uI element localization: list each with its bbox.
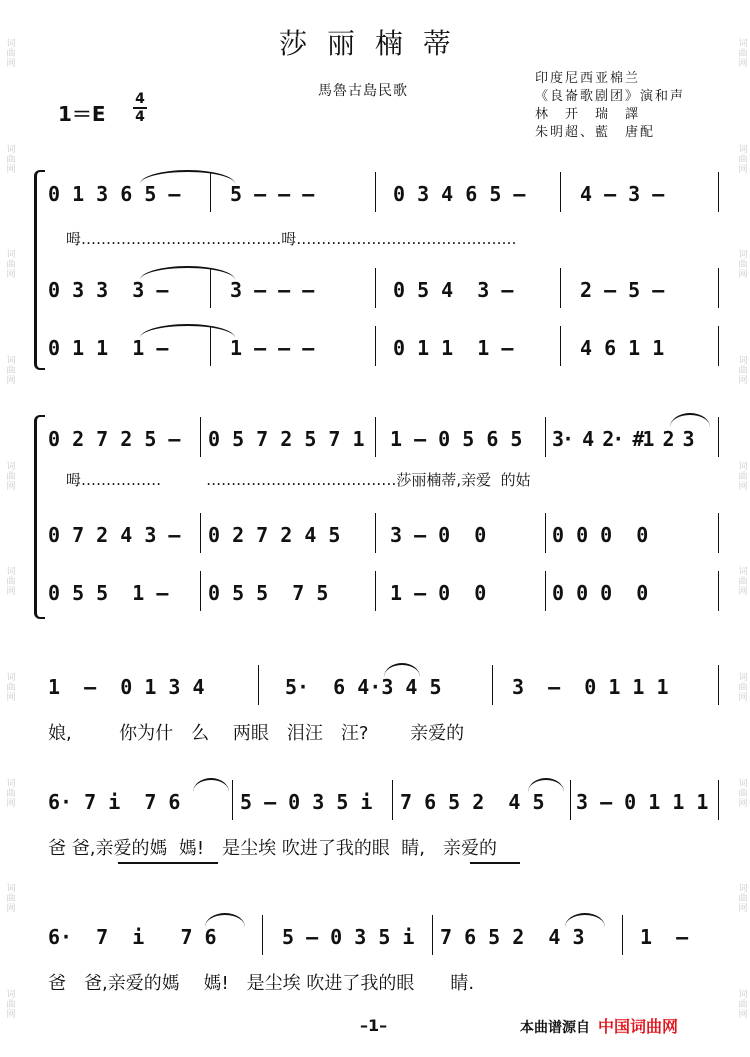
lyrics-line: 爸 爸,亲爱的媽 媽! 是尘埃 吹进了我的眼 睛, 亲爱的 bbox=[48, 838, 497, 859]
measure-notes: 0 2 7 2 5 – bbox=[48, 427, 181, 451]
barline bbox=[432, 915, 433, 955]
measure-notes: 6· 7 i 7 6 bbox=[48, 790, 181, 814]
barline bbox=[232, 780, 233, 820]
measure-notes: 7 6 5 2 4 5 bbox=[400, 790, 545, 814]
measure-notes: 3 – 0 0 bbox=[390, 523, 487, 547]
measure-notes: 1 – 0 0 bbox=[390, 581, 487, 605]
barline bbox=[375, 268, 376, 308]
score-system-5 bbox=[0, 915, 750, 1010]
barline bbox=[560, 326, 561, 366]
barline bbox=[718, 417, 719, 457]
barline bbox=[560, 268, 561, 308]
measure-notes: 2 – 5 – bbox=[580, 278, 665, 302]
lyric-underline bbox=[470, 862, 520, 864]
measure-notes: 6· 7 i 7 6 bbox=[48, 925, 217, 949]
barline bbox=[718, 326, 719, 366]
measure-notes: 0 0 0 0 bbox=[552, 581, 649, 605]
time-sig-bottom: 4 bbox=[135, 109, 145, 125]
measure-notes: 0 2 7 2 4 5 bbox=[208, 523, 341, 547]
barline bbox=[375, 326, 376, 366]
measure-notes: 3· 4 2· #1 2 3 bbox=[552, 427, 693, 451]
time-signature bbox=[133, 92, 147, 124]
barline bbox=[718, 268, 719, 308]
credit-line: 印度尼西亚棉兰 bbox=[535, 71, 641, 86]
credit-line: 朱明超、藍 唐配 bbox=[535, 125, 656, 140]
measure-notes: 0 1 1 1 – bbox=[393, 336, 514, 360]
lyrics-line: 爸 爸,亲爱的媽 媽! 是尘埃 吹进了我的眼 睛. bbox=[48, 973, 475, 994]
slur bbox=[670, 413, 710, 427]
barline bbox=[392, 780, 393, 820]
slur bbox=[193, 778, 229, 792]
measure-notes: 4 – 3 – bbox=[580, 182, 665, 206]
barline bbox=[375, 571, 376, 611]
credit-line: 林 开 瑞 譯 bbox=[535, 107, 641, 122]
lyrics-line: 娘, 你为什 么 两眼 泪汪 汪? 亲爱的 bbox=[48, 723, 465, 744]
barline bbox=[545, 417, 546, 457]
source-credit bbox=[520, 1014, 678, 1037]
measure-notes: 5 – 0 3 5 i bbox=[282, 925, 415, 949]
lyric-underline bbox=[118, 862, 218, 864]
barline bbox=[200, 417, 201, 457]
credits-block bbox=[535, 70, 685, 142]
barline bbox=[375, 172, 376, 212]
barline bbox=[258, 665, 259, 705]
barline bbox=[718, 571, 719, 611]
measure-notes: 1 – 0 1 3 4 bbox=[48, 675, 205, 699]
key-signature: 1＝E bbox=[58, 102, 106, 126]
barline bbox=[570, 780, 571, 820]
time-sig-top: 4 bbox=[135, 91, 145, 107]
page-number: –1– bbox=[360, 1016, 388, 1035]
measure-notes: 0 1 3 6 5 – bbox=[48, 182, 181, 206]
measure-notes: 5 – 0 3 5 i bbox=[240, 790, 373, 814]
song-origin: 馬魯古島民歌 bbox=[318, 83, 408, 99]
barline bbox=[375, 513, 376, 553]
barline bbox=[718, 513, 719, 553]
measure-notes: 0 5 7 2 5 7 1 bbox=[208, 427, 365, 451]
measure-notes: 0 3 4 6 5 – bbox=[393, 182, 526, 206]
measure-notes: 7 6 5 2 4 3 bbox=[440, 925, 585, 949]
score-system-1 bbox=[0, 160, 750, 370]
barline bbox=[622, 915, 623, 955]
measure-notes: 1 – – – bbox=[230, 336, 315, 360]
barline bbox=[560, 172, 561, 212]
barline bbox=[375, 417, 376, 457]
measure-notes: 1 – 0 5 6 5 bbox=[390, 427, 523, 451]
score-system-3 bbox=[0, 665, 750, 755]
watermark-column-left: 词曲网 词曲网 词曲网 词曲网 词曲网 词曲网 词曲网 词曲网 词曲网 词曲网 bbox=[4, 37, 15, 1020]
barline bbox=[718, 780, 719, 820]
measure-notes: 1 – bbox=[640, 925, 689, 949]
measure-notes: 0 5 5 1 – bbox=[48, 581, 169, 605]
barline bbox=[545, 571, 546, 611]
measure-notes: 3 – – – bbox=[230, 278, 315, 302]
barline bbox=[262, 915, 263, 955]
measure-notes: 5· 6 4·3 4 5 bbox=[285, 675, 442, 699]
barline bbox=[200, 513, 201, 553]
credit-line: 《良崙歌剧团》演和声 bbox=[535, 89, 686, 104]
system-brace bbox=[34, 415, 45, 619]
measure-notes: 3 – 0 1 1 1 bbox=[576, 790, 709, 814]
lyrics-line: 呣‥‥‥‥‥‥‥‥ ‥‥‥‥‥‥‥‥‥‥‥‥‥‥‥‥‥‥‥莎丽楠蒂,亲爱 的姑 bbox=[66, 471, 531, 489]
barline bbox=[718, 665, 719, 705]
score-system-2 bbox=[0, 405, 750, 620]
barline bbox=[545, 513, 546, 553]
lyrics-line: 呣‥‥‥‥‥‥‥‥‥‥‥‥‥‥‥‥‥‥‥‥呣‥‥‥‥‥‥‥‥‥‥‥‥‥‥‥‥‥‥‥‥‥‥ bbox=[66, 230, 517, 248]
measure-notes: 0 3 3 3 – bbox=[48, 278, 169, 302]
measure-notes: 5 – – – bbox=[230, 182, 315, 206]
watermark-column-right: 词曲网 词曲网 词曲网 词曲网 词曲网 词曲网 词曲网 词曲网 词曲网 词曲网 bbox=[736, 37, 747, 1020]
measure-notes: 0 0 0 0 bbox=[552, 523, 649, 547]
measure-notes: 0 1 1 1 – bbox=[48, 336, 169, 360]
score-system-4 bbox=[0, 780, 750, 875]
measure-notes: 0 7 2 4 3 – bbox=[48, 523, 181, 547]
source-label: 本曲谱源自 bbox=[520, 1020, 590, 1036]
measure-notes: 4 6 1 1 bbox=[580, 336, 665, 360]
measure-notes: 0 5 4 3 – bbox=[393, 278, 514, 302]
barline bbox=[492, 665, 493, 705]
barline bbox=[718, 172, 719, 212]
measure-notes: 3 – 0 1 1 1 bbox=[512, 675, 669, 699]
system-brace bbox=[34, 170, 45, 370]
song-title: 莎丽楠蒂 bbox=[278, 27, 471, 60]
measure-notes: 0 5 5 7 5 bbox=[208, 581, 329, 605]
source-site-link[interactable]: 中国词曲网 bbox=[598, 1017, 679, 1036]
barline bbox=[200, 571, 201, 611]
